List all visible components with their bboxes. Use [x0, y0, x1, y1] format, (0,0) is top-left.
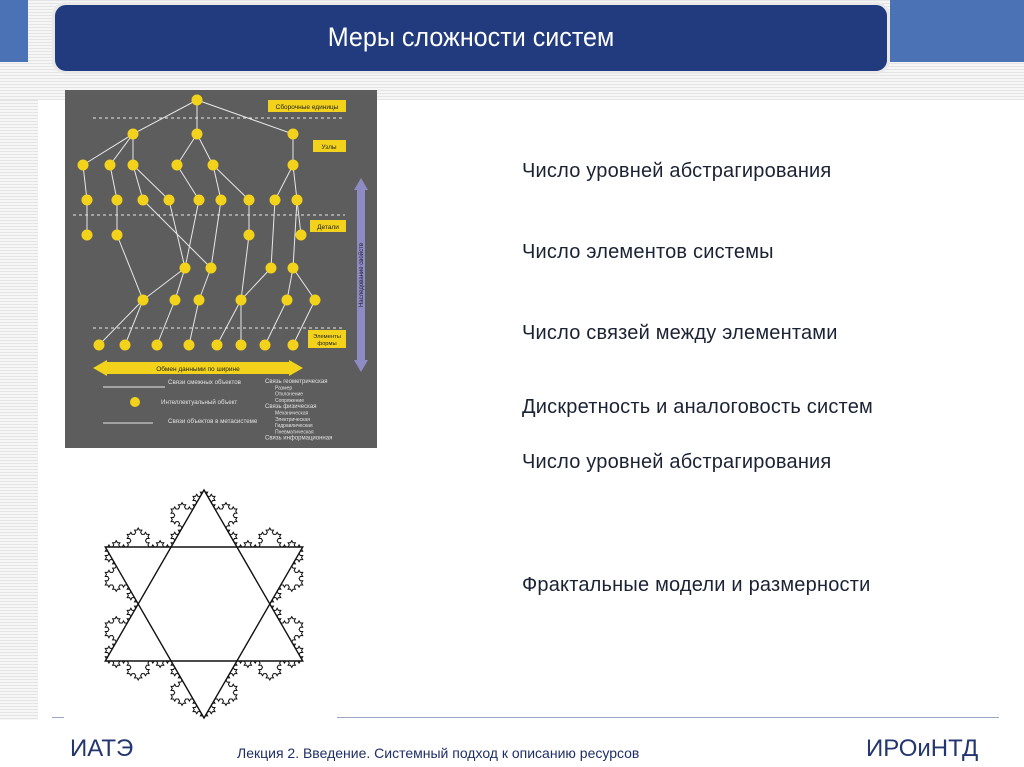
legend-relation-item: Механическая — [275, 410, 309, 417]
bullet-item-2: Число элементов системы — [522, 241, 774, 263]
title-banner — [52, 2, 890, 74]
object-node — [212, 340, 223, 351]
footer-divider-left — [52, 717, 64, 718]
object-node — [208, 160, 219, 171]
legend-relation-item: Сопряжение — [275, 397, 304, 404]
object-node — [194, 295, 205, 306]
object-node — [172, 160, 183, 171]
object-node — [128, 129, 139, 140]
object-node — [94, 340, 105, 351]
object-node — [310, 295, 321, 306]
hierarchy-diagram — [65, 90, 377, 448]
object-node — [288, 263, 299, 274]
object-node — [236, 340, 247, 351]
object-node — [152, 340, 163, 351]
object-node — [164, 195, 175, 206]
object-node — [82, 230, 93, 241]
object-node — [206, 263, 217, 274]
exchange-label: Обмен данными по ширине — [156, 366, 240, 373]
bullet-item-3: Число связей между элементами — [522, 322, 838, 344]
object-node — [292, 195, 303, 206]
legend-relation-item: Пневматическая — [275, 429, 314, 436]
object-node — [138, 295, 149, 306]
object-node — [128, 160, 139, 171]
object-node — [236, 295, 247, 306]
object-node — [138, 195, 149, 206]
koch-curve — [105, 490, 302, 718]
object-node — [192, 95, 203, 106]
legend-relation-item: Гидравлическая — [275, 423, 313, 430]
vertical-arrow-label: Наследование свойств — [359, 242, 365, 308]
object-node — [180, 263, 191, 274]
object-node — [282, 295, 293, 306]
object-node — [244, 230, 255, 241]
object-node — [288, 160, 299, 171]
level-label-form-elements: Элементы формы — [313, 334, 341, 347]
object-node — [194, 195, 205, 206]
object-node — [192, 129, 203, 140]
object-node — [112, 230, 123, 241]
footer-institute: ИАТЭ — [70, 735, 134, 762]
object-node — [288, 340, 299, 351]
level-label-units: Узлы — [321, 144, 337, 151]
object-node — [120, 340, 131, 351]
koch-snowflake — [76, 458, 332, 738]
object-node — [244, 195, 255, 206]
object-node — [270, 195, 281, 206]
legend-relation-item: Связь геометрическая — [265, 379, 328, 385]
horizontal-arrow — [93, 360, 303, 376]
object-node — [170, 295, 181, 306]
bullet-item-1: Число уровней абстрагирования — [522, 160, 832, 182]
object-node — [260, 340, 271, 351]
bullet-item-6: Фрактальные модели и размерности — [522, 574, 871, 596]
background-left-stripes — [0, 100, 38, 720]
legend-item: Связи смежных объектов — [168, 379, 241, 386]
level-label-parts: Детали — [317, 224, 339, 231]
bullet-item-5: Число уровней абстрагирования — [522, 451, 832, 473]
level-label-assemblies: Сборочные единицы — [275, 104, 339, 111]
slide-title: Меры сложности систем — [327, 22, 615, 52]
object-node — [105, 160, 116, 171]
object-node — [112, 195, 123, 206]
legend-relation-item: Отклонение — [275, 391, 304, 398]
footer-department: ИРОиНТД — [866, 735, 979, 762]
footer-lecture-title: Лекция 2. Введение. Системный подход к описанию ресурсов — [237, 745, 640, 761]
object-node — [82, 195, 93, 206]
object-node — [296, 230, 307, 241]
object-node — [184, 340, 195, 351]
object-node — [216, 195, 227, 206]
legend-relation-item: Связь физическая — [265, 404, 317, 411]
object-node — [78, 160, 89, 171]
legend-relation-item: Размер — [275, 385, 293, 392]
bullet-item-4: Дискретность и аналоговость систем — [522, 396, 873, 418]
object-node — [288, 129, 299, 140]
accent-bar-right — [890, 0, 1024, 62]
legend-relation-item: Связь информационная — [265, 435, 333, 442]
legend-item: Интеллектуальный объект — [161, 399, 238, 406]
legend-item: Связи объектов в метасистеме — [168, 418, 258, 425]
footer-divider-right — [337, 717, 999, 718]
accent-bar-left — [0, 0, 28, 62]
legend-relation-item: Электрическая — [275, 416, 310, 423]
object-node — [266, 263, 277, 274]
